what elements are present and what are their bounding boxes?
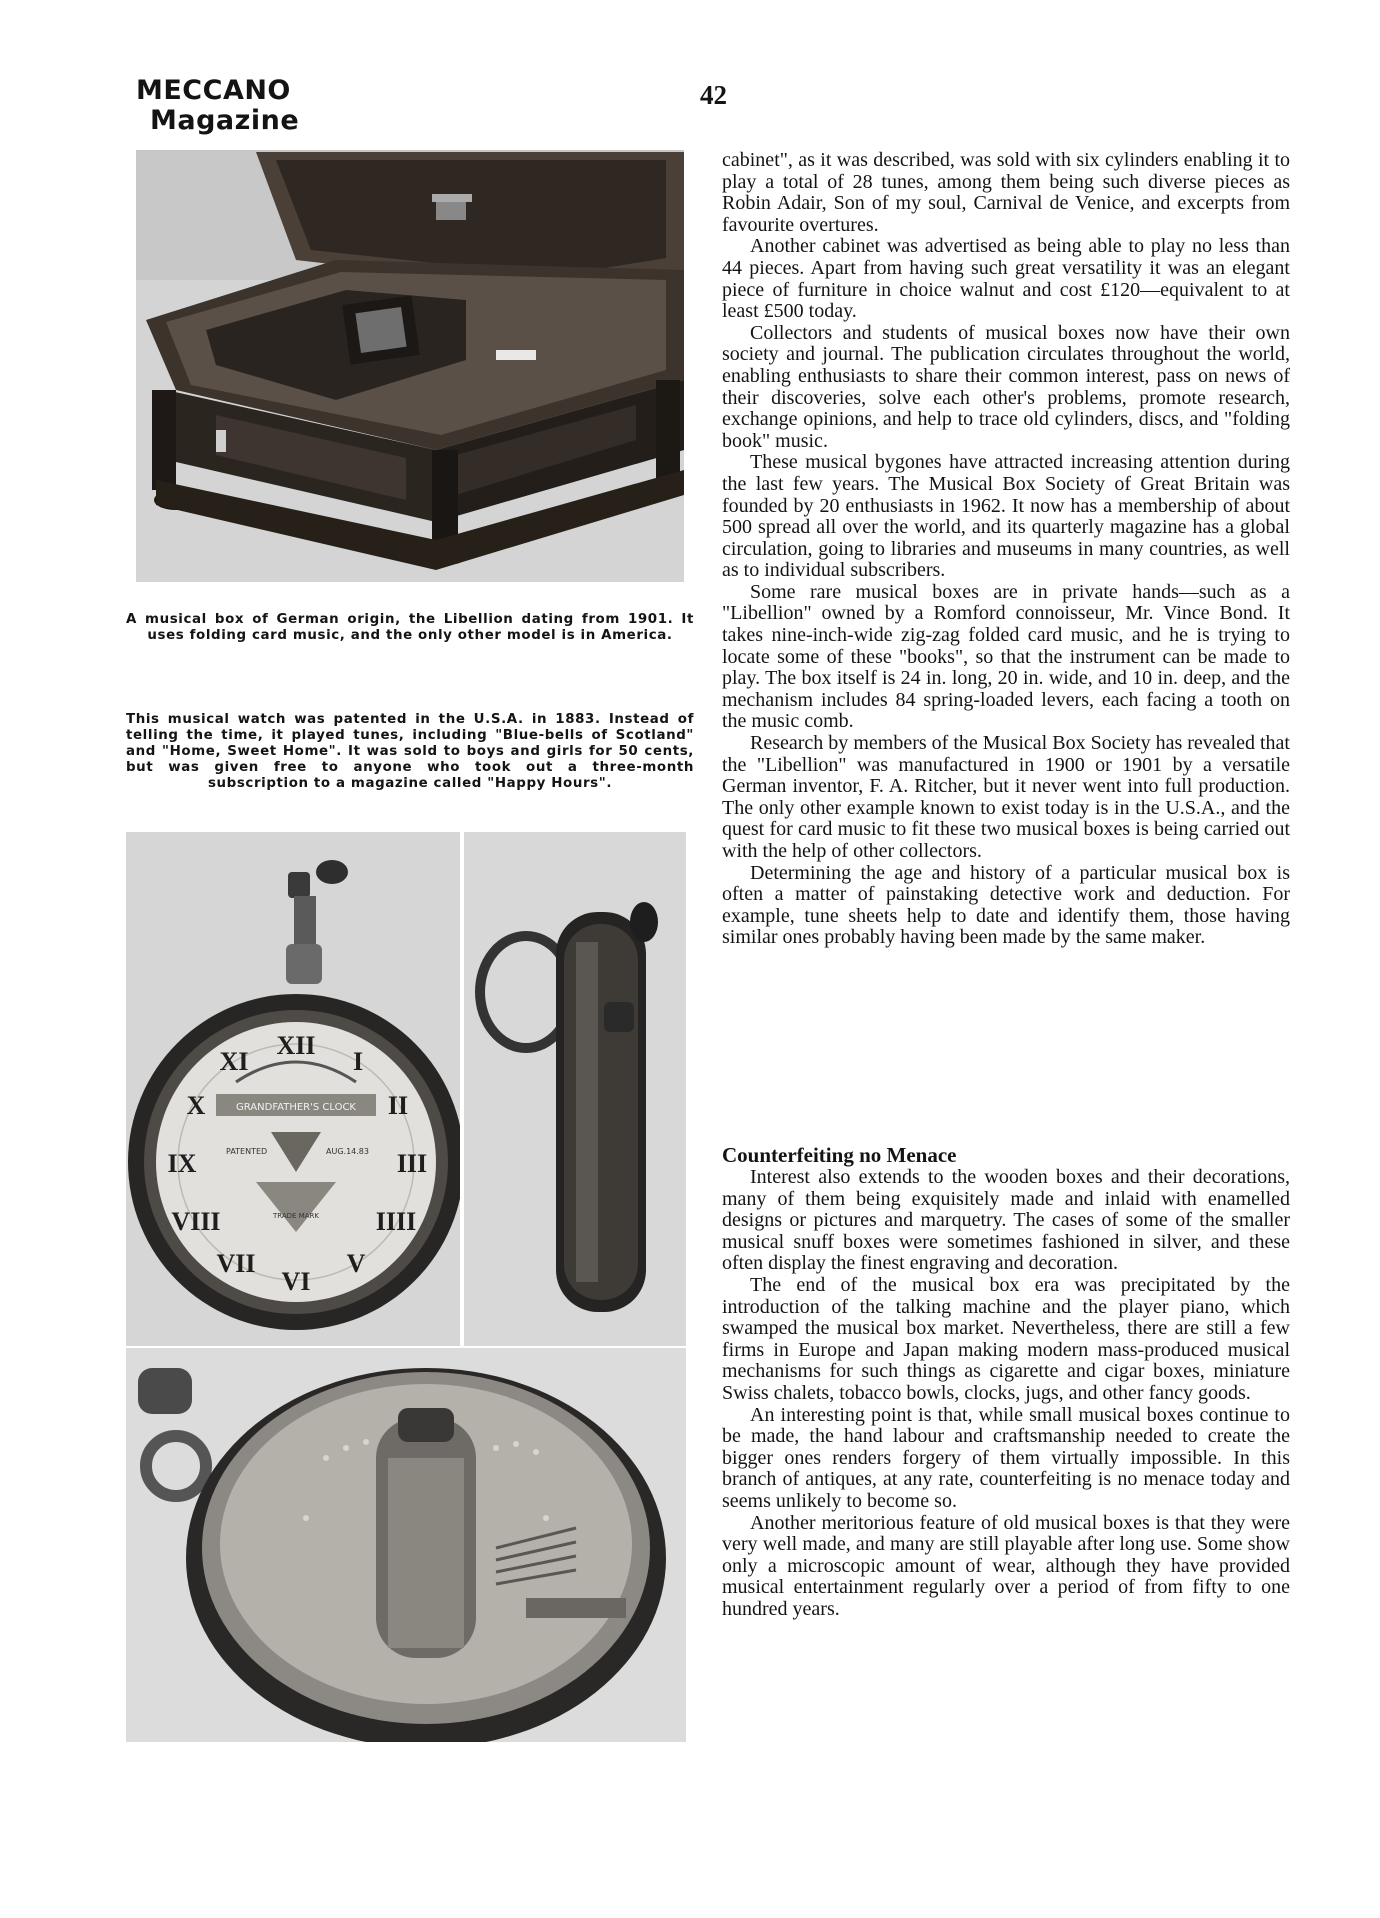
article-paragraph-7: Determining the age and history of a particular musical box is often a matter of painstaking detective work and deduction. For example, tune sheets help to date and identify them, those having similar ones probably having been made by the same maker. [722, 861, 1290, 949]
masthead-title: MECCANO [136, 75, 291, 106]
numeral-iiii: IIII [375, 1207, 417, 1236]
numeral-iii: III [396, 1149, 428, 1178]
masthead-subtitle: Magazine [150, 105, 300, 136]
numeral-x: X [186, 1091, 206, 1120]
libellion-box-illustration [136, 150, 684, 582]
libellion-box-photo [136, 150, 684, 582]
article-paragraph-1: cabinet", as it was described, was sold with six cylinders enabling it to play a total of 28 tunes, among them being such diverse pieces as Robin Adair, Son of my soul, Carnival de Venice, and excerpts from favourite overtures. [722, 149, 1290, 236]
article-column-part2 [722, 1144, 1290, 1620]
page-number: 42 [700, 80, 727, 110]
article-paragraph-6: Research by members of the Musical Box Society has revealed that the "Libellion" was manufactured in 1900 or 1901 by a versatile German inventor, F. A. Ritcher, but it never went into full production. The only other example known to exist today is in the U.S.A., and the quest for card music to fit these two musical boxes is being carried out with the help of other collectors. [722, 732, 1290, 862]
article-paragraph-10: An interesting point is that, while small musical boxes continue to be made, the hand labour and craftsmanship needed to create the bigger ones renders forgery of them virtually impossible. In this branch of antiques, at any rate, counterfeiting is no menace today and seems unlikely to become so. [722, 1403, 1290, 1512]
watch-side-illustration [464, 832, 686, 1346]
dial-date-text: AUG.14.83 [326, 1147, 369, 1156]
article-paragraph-9: The end of the musical box era was precipitated by the introduction of the talking machine and the player piano, which swamped the musical box market. Nevertheless, there are still a few firms in Europe and Japan making modern mass-produced musical mechanisms for such things as cigarette and cigar boxes, miniature Swiss chalets, tobacco bowls, clocks, jugs, and other fancy goods. [722, 1273, 1290, 1404]
article-paragraph-11: Another meritorious feature of old musical boxes is that they were very well made, and many are still playable after long use. Some show only a microscopic amount of wear, although they have provided musical entertainment regularly over a period of from fifty to one hundred years. [722, 1511, 1290, 1620]
numeral-i: I [352, 1047, 364, 1076]
numeral-xi: XI [219, 1047, 249, 1076]
article-paragraph-2: Another cabinet was advertised as being able to play no less than 44 pieces. Apart from having such great versatility it was an elegant piece of furniture in choice walnut and cost £120—equivalent to at least £500 today. [722, 235, 1290, 323]
watch-open-photo [126, 1348, 686, 1742]
numeral-xii: XII [276, 1031, 316, 1060]
article-paragraph-8: Interest also extends to the wooden boxes and their decorations, many of them being exquisitely made and inlaid with enamelled designs or pictures and marquetry. The cases of some of the smaller musical snuff boxes were sometimes fashioned in silver, and these often display the finest engraving and decoration. [722, 1166, 1290, 1275]
numeral-ix: IX [167, 1149, 197, 1178]
article-paragraph-3: Collectors and students of musical boxes now have their own society and journal. The publication circulates throughout the world, enabling enthusiasts to share their common interest, pass on news of their discoveries, solve each other's problems, promote research, exchange opinions, and help to trace old cylinders, discs, and "folding book" music. [722, 321, 1290, 452]
numeral-vii: VII [216, 1249, 256, 1278]
numeral-vi: VI [281, 1267, 311, 1296]
article-column-part1 [722, 150, 1290, 949]
masthead [136, 76, 299, 136]
watch-front-photo [126, 832, 460, 1346]
watch-caption: This musical watch was patented in the U.S.A. in 1883. Instead of telling the time, it played tunes, including "Blue-bells of Scotland" and "Home, Sweet Home". It was sold to boys and girls for 50 cents, but was given free to anyone who took out a three-month subscription to a magazine called "Happy Hours". [126, 712, 694, 791]
numeral-v: V [346, 1249, 366, 1278]
article-paragraph-5: Some rare musical boxes are in private hands—such as a "Libellion" owned by a Romford connoisseur, Mr. Vince Bond. It takes nine-inch-wide zig-zag folded card music, and he is trying to locate some of these "books", so that the instrument can be made to play. The box itself is 24 in. long, 20 in. wide, and 10 in. deep, and the mechanism includes 84 spring-loaded levers, each facing a tooth on the music comb. [722, 580, 1290, 733]
watch-side-photo [464, 832, 686, 1346]
dial-patented-text: PATENTED [226, 1147, 268, 1156]
dial-plate-text: GRANDFATHER'S CLOCK [236, 1102, 356, 1113]
watch-open-illustration [126, 1348, 686, 1742]
numeral-ii: II [387, 1091, 409, 1120]
numeral-viii: VIII [171, 1207, 221, 1236]
article-subheading: Counterfeiting no Menace [722, 1143, 957, 1167]
dial-trademark-text: TRADE MARK [273, 1212, 319, 1220]
libellion-caption: A musical box of German origin, the Libellion dating from 1901. It uses folding card music, and the only other model is in America. [126, 612, 694, 643]
watch-front-illustration [126, 832, 460, 1346]
article-paragraph-4: These musical bygones have attracted increasing attention during the last few years. The Musical Box Society of Great Britain was founded by 20 enthusiasts in 1962. It now has a membership of about 500 spread all over the world, and its quarterly magazine has a global circulation, going to libraries and museums in many countries, as well as to individual subscribers. [722, 451, 1290, 582]
